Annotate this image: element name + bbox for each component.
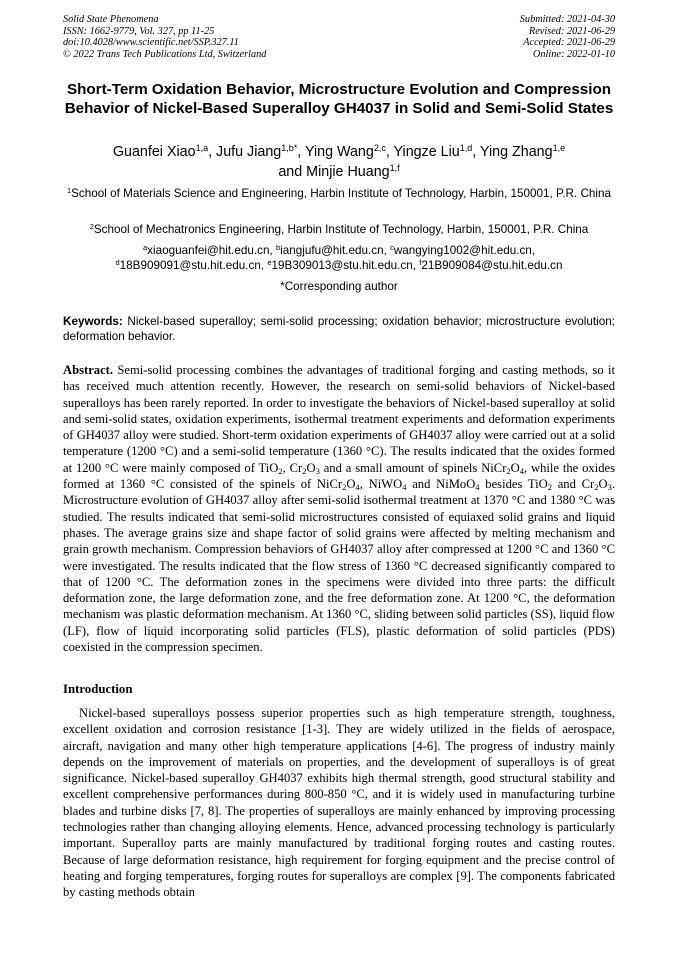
copyright-line: © 2022 Trans Tech Publications Ltd, Switzerland (63, 48, 267, 60)
introduction-heading: Introduction (63, 682, 133, 696)
paper-title: Short-Term Oxidation Behavior, Microstructure Evolution and Compression Behavior of Nickel-Based Superalloy GH4037 in Solid and Semi-Solid States (64, 81, 614, 117)
doi-link[interactable]: doi:10.4028/www.scientific.net/SSP.327.11 (63, 37, 239, 49)
journal-info (63, 14, 266, 60)
submitted-date: Submitted: 2021-04-30 (519, 14, 615, 25)
keywords-label: Keywords: (63, 315, 123, 328)
keywords (63, 314, 615, 344)
accepted-date: Accepted: 2021-06-29 (523, 37, 615, 49)
author: and Minjie Huang$^{1,f}$ (278, 163, 400, 180)
keywords-text: Nickel-based superalloy; semi-solid processing; oxidation behavior; microstructure evolution; deformation behavior. (63, 315, 615, 343)
abstract-label: Abstract. (63, 363, 114, 377)
email-link[interactable]: $^f$21B909084@stu.hit.edu.cn (419, 258, 563, 272)
corresponding-author-note: *Corresponding author (280, 280, 398, 293)
email-link[interactable]: $^d$18B909091@stu.hit.edu.cn, (115, 258, 268, 272)
journal-name: Solid State Phenomena (63, 14, 159, 25)
email-link[interactable]: $^a$xiaoguanfei@hit.edu.cn, (142, 243, 276, 257)
author-list (40, 142, 638, 182)
abstract: Abstract. Semi-solid processing combines the advantages of traditional forging and casting methods, so it has received much attention recently. However, the research on semi-solid behaviors of Nickel-based superalloys has been rarely reported. In order to investigate the behaviors of Nickel-based superalloy at solid and semi-solid states, oxidation experiments, isothermal treatment experiments and deformation experiments of GH4037 alloy were studied. Short-term oxidation experiments of GH4037 alloy were carried out at a solid temperature (1200 °C) and a semi-solid temperature (1360 °C). The results indicated that the oxides formed at 1200 °C were mainly composed of TiO$_2$, $Cr_2O_3$ and a small amount of spinels $NiCr_2O_4$, while the oxides formed at 1360 °C consisted of the spinels of $NiCr_2O_4$, NiWO$_4$ and NiMoO$_4$ besides TiO$_2$ and $Cr_2O_3$. Microstructure evolution of GH4037 alloy after semi-solid isothermal treatment at 1370 °C and 1380 °C was studied. The results indicated that semi-solid microstructures consisted of equiaxed solid grains and liquid phases. The average grains size and shape factor of solid grains were affected by melting mechanism and grain growth mechanism. Compression behaviors of GH4037 alloy after compressed at 1200 °C and 1360 °C were investigated. The results indicated that the flow stress of 1360 °C decreased significantly compared to that of 1200 °C. The deformation zones in the specimens were divided into three parts: the difficult deformation zone, the large deformation zone, and the free deformation zone. At 1200 °C, the deformation mechanism was plastic deformation mechanism. At 1360 °C, sliding between solid particles (SS), liquid flow (LF), flow of liquid incorporating solid particles (FLS), plastic deformation of solid particles (PDS) coexisted in the compression specimen. (63, 363, 615, 655)
email-link[interactable]: $^b$iangjufu@hit.edu.cn, (275, 243, 391, 257)
author-emails (40, 243, 638, 273)
online-date: Online: 2022-01-10 (532, 48, 615, 60)
author: Yingze Liu$^{1,d}$, (393, 143, 480, 160)
introduction-paragraph: Nickel-based superalloys possess superior properties such as high temperature strength, toughness, excellent oxidation and corrosion resistance [1-3]. They are widely utilized in the fields of aerospace, aircraft, navigation and many other high temperature applications [4-6]. The progress of industry mainly depends on the improvement of materials on properties, and the development of superalloys is of great significance. Nickel-based superalloy GH4037 exhibits high thermal strength, good structural stability and excellent comprehensive performances during 800-850 °C, and it is widely used in manufacturing turbine blades and turbine disks [7, 8]. The properties of superalloys are mainly enhanced by improving processing technologies rather than changing alloying elements. Hence, advanced processing technology is particularly important. Superalloy parts are mainly manufactured by traditional forging routes and casting routes. Because of large deformation resistance, high requirement for forging equipment and the precise control of heating and forging temperatures, forging routes for superalloys are complex [9]. The components fabricated by casting methods obtain (63, 706, 615, 900)
issn-line: ISSN: 1662-9779, Vol. 327, pp 11-25 (63, 25, 215, 37)
author: Ying Wang$^{2,c}$, (304, 143, 394, 160)
author: Ying Zhang$^{1,e}$ (479, 143, 566, 160)
email-link[interactable]: $^e$19B309013@stu.hit.edu.cn, (267, 258, 420, 272)
email-link[interactable]: $^c$wangying1002@hit.edu.cn, (390, 243, 536, 257)
author: Jufu Jiang$^{1,b*}$, (216, 143, 305, 160)
affiliation-1: $^1$School of Materials Science and Engineering, Harbin Institute of Technology, Harbin, 150001, P.R. China (66, 186, 612, 200)
author: Guanfei Xiao$^{1,a}$, (112, 143, 217, 160)
affiliation-2: $^2$School of Mechatronics Engineering, Harbin Institute of Technology, Harbin, 150001, P.R. China (89, 222, 589, 236)
publication-dates (520, 14, 615, 60)
revised-date: Revised: 2021-06-29 (528, 25, 615, 37)
